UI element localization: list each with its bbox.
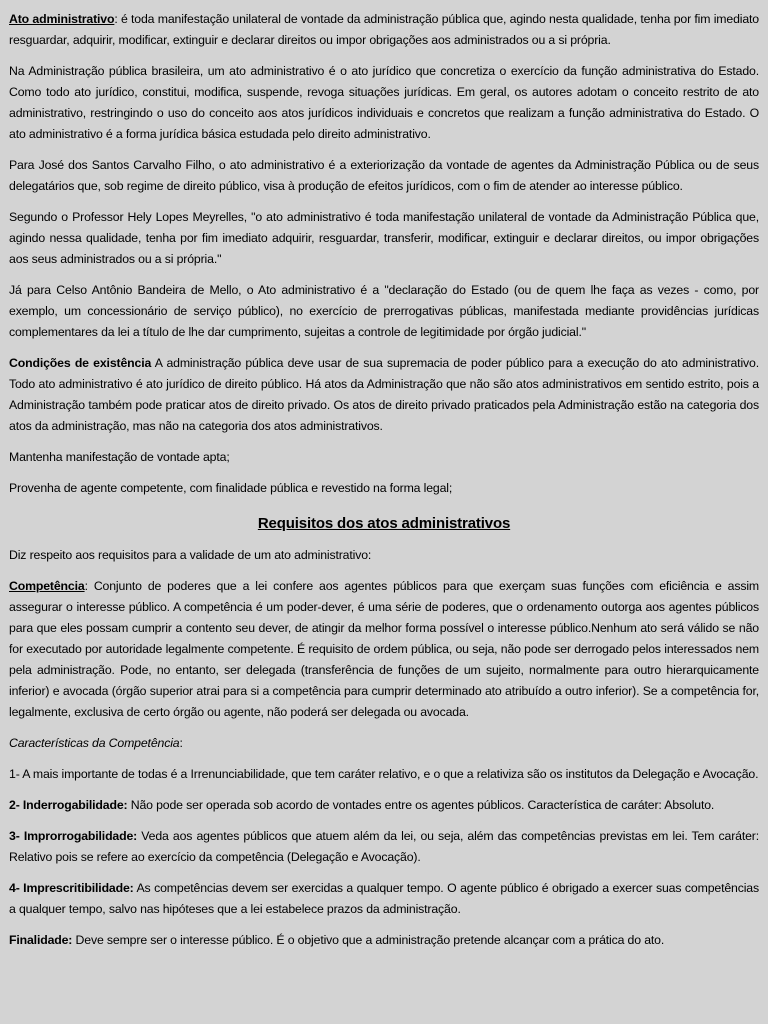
term-imprescritibilidade: 4- Imprescritibilidade: <box>9 881 134 895</box>
paragraph-competencia <box>9 576 759 723</box>
paragraph-definition <box>9 9 759 51</box>
finalidade-text: Deve sempre ser o interesse público. É o objetivo que a administração pretende alcançar com a prática do ato. <box>72 933 665 947</box>
paragraph-condicoes-existencia <box>9 353 759 437</box>
paragraph-irrenunciabilidade: 1- A mais importante de todas é a Irrenunciabilidade, que tem caráter relativo, e o que a relativiza são os institutos da Delegação e Avocação. <box>9 767 759 781</box>
paragraph-requisitos-intro: Diz respeito aos requisitos para a validade de um ato administrativo: <box>9 548 372 562</box>
caracteristicas-colon: : <box>179 736 183 750</box>
paragraph-imprescritibilidade <box>9 878 759 920</box>
caracteristicas-heading: Características da Competência <box>9 736 180 750</box>
inderrogabilidade-text: Não pode ser operada sob acordo de vontades entre os agentes públicos. Característica de caráter: Absoluto. <box>127 798 715 812</box>
term-finalidade: Finalidade: <box>9 933 73 947</box>
term-condicoes-existencia: Condições de existência <box>9 356 152 370</box>
section-title: Requisitos dos atos administrativos <box>257 515 511 532</box>
paragraph-agente-competente: Provenha de agente competente, com finalidade pública e revestido na forma legal; <box>9 481 453 495</box>
paragraph-finalidade <box>9 930 759 951</box>
term-inderrogabilidade: 2- Inderrogabilidade: <box>9 798 128 812</box>
paragraph-manifestacao: Mantenha manifestação de vontade apta; <box>9 450 230 464</box>
paragraph-carvalho-filho: Para José dos Santos Carvalho Filho, o ato administrativo é a exteriorização da vontade de agentes da Administração Pública ou de seus delegatários que, sob regime de direito público, visa à produção de efeitos jurídicos, com o fim de atender ao interesse público. <box>9 158 759 193</box>
term-ato-administrativo: Ato administrativo <box>9 12 115 26</box>
paragraph-caracteristicas-heading <box>9 733 759 754</box>
condicoes-text: A administração pública deve usar de sua supremacia de poder público para a execução do ato administrativo. Todo ato administrativo é ato jurídico de direito público. Há atos da Administração que não são atos administrativos em sentido estrito, pois a Administração também pode praticar atos de direito privado. Os atos de direito privado praticados pela Administração estão na categoria dos atos da administração, mas não na categoria dos atos administrativos. <box>9 356 759 433</box>
improrrogabilidade-text: Veda aos agentes públicos que atuem além da lei, ou seja, além das competências previstas em lei. Tem caráter: Relativo pois se refere ao exercício da competência (Delegação e Avocação). <box>9 829 759 864</box>
definition-text: : é toda manifestação unilateral de vontade da administração pública que, agindo nesta qualidade, tenha por fim imediato resguardar, adquirir, modificar, extinguir e declarar direitos ou impor obrigações aos administrados ou a si própria. <box>9 12 759 47</box>
paragraph-inderrogabilidade <box>9 795 759 816</box>
term-competencia: Competência <box>9 579 85 593</box>
paragraph-brazilian-administration: Na Administração pública brasileira, um ato administrativo é o ato jurídico que concretiza o exercício da função administrativa do Estado. Como todo ato jurídico, constitui, modifica, suspende, revoga situações jurídicas. Em geral, os autores adotam o conceito restrito de ato administrativo, restringindo o uso do conceito aos atos jurídicos individuais e concretos que realizam a função administrativa do Estado. O ato administrativo é a forma jurídica básica estudada pelo direito administrativo. <box>9 64 759 141</box>
term-improrrogabilidade: 3- Improrrogabilidade: <box>9 829 138 843</box>
imprescritibilidade-text: As competências devem ser exercidas a qualquer tempo. O agente público é obrigado a exercer suas competências a qualquer tempo, salvo nas hipóteses que a lei estabelece prazos da administração. <box>9 881 759 916</box>
paragraph-hely-lopes: Segundo o Professor Hely Lopes Meyrelles, "o ato administrativo é toda manifestação unilateral de vontade da Administração Pública que, agindo nessa qualidade, tenha por fim imediato adquirir, resguardar, transferir, modificar, extinguir e declarar direitos, ou impor obrigações aos seus administrados ou a si própria." <box>9 210 759 266</box>
paragraph-bandeira-de-mello: Já para Celso Antônio Bandeira de Mello, o Ato administrativo é a "declaração do Estado (ou de quem lhe faça as vezes - como, por exemplo, um concessionário de serviço público), no exercício de prerrogativas públicas, manifestada mediante providências jurídicas complementares da lei a título de lhe dar cumprimento, sujeitas a controle de legitimidade por órgão judicial." <box>9 283 759 339</box>
competencia-text: : Conjunto de poderes que a lei confere aos agentes públicos para que exerçam suas funções com eficiência e assim assegurar o interesse público. A competência é um poder-dever, é uma série de poderes, que o ordenamento outorga aos agentes públicos para que eles possam cumprir a contento seu dever, de atingir da melhor forma possível o interesse público.Nenhum ato será válido se não for executado por autoridade legalmente competente. É requisito de ordem pública, ou seja, não pode ser derrogado pelos interessados nem pela administração. Pode, no entanto, ser delegada (transferência de funções de um sujeito, normalmente para outro hierarquicamente inferior) e avocada (órgão superior atrai para si a competência para cumprir determinado ato atribuído a outro inferior). Se a competência for, legalmente, exclusiva de certo órgão ou agente, não poderá ser delegada ou avocada. <box>9 579 759 719</box>
paragraph-improrrogabilidade <box>9 826 759 868</box>
